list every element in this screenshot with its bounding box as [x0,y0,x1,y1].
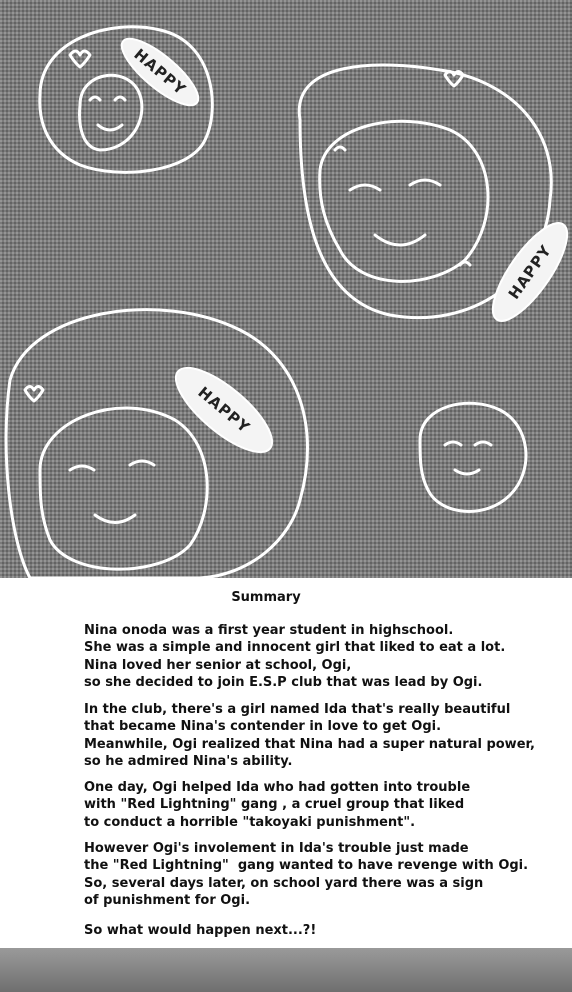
bottom-scan-edge [0,948,572,992]
summary-paragraph-2: In the club, there's a girl named Ida that's really beautiful that became Nina's contender in love to get Ogi. Meanwhile, Ogi realized that Nina had a super natural power, so he admired Nina's ability. [84,702,535,769]
summary-paragraph-3: One day, Ogi helped Ida who had gotten into trouble with "Red Lightning" gang , a cruel group that liked to conduct a horrible "takoyaki punishment". [84,780,471,830]
summary-paragraph-4: However Ogi's involement in Ida's trouble just made the "Red Lightning" gang wanted to have revenge with Ogi. So, several days later, on school yard there was a sign of punishment for Ogi. [84,841,529,908]
happy-label-2: HAPPY [504,241,556,303]
summary-paragraph-5: So what would happen next...?! [84,923,317,938]
summary-panel [0,578,572,948]
happy-label-3: HAPPY [194,383,254,437]
summary-paragraph-1: Nina onoda was a first year student in highschool. She was a simple and innocent girl that liked to eat a lot. Nina loved her senior at school, Ogi, so she decided to join E.S.P club that was lead by Ogi. [84,623,506,690]
summary-title: Summary [231,590,301,605]
happy-label-1: HAPPY [130,45,190,99]
